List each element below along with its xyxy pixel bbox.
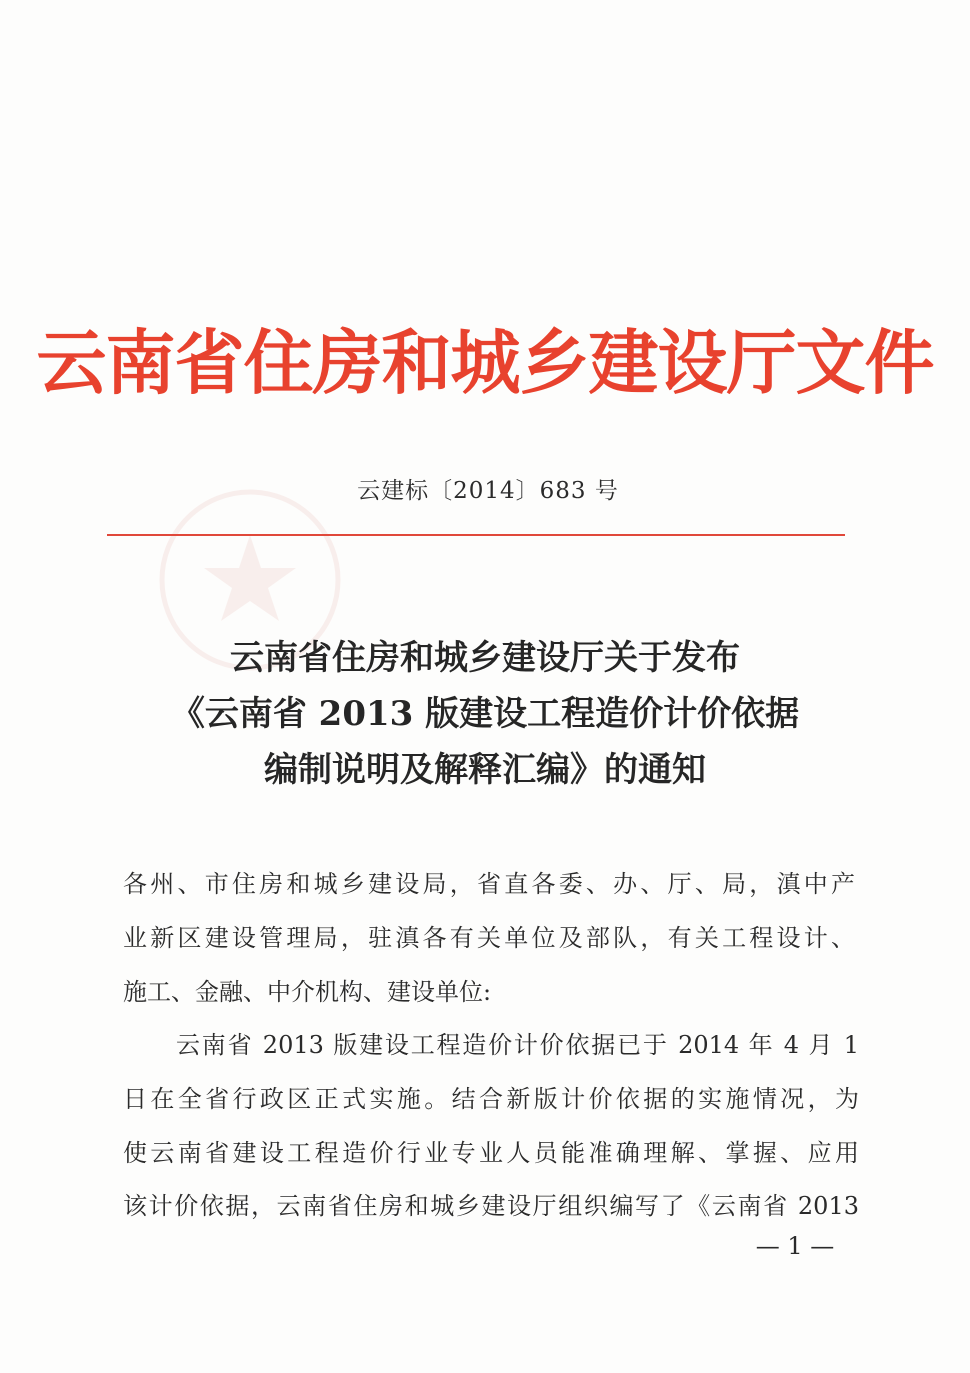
notice-title-line-3: 编制说明及解释汇编》的通知 xyxy=(264,750,706,790)
paragraph-line-2: 日在全省行政区正式实施。结合新版计价依据的实施情况，为 xyxy=(123,1085,859,1113)
notice-title-line-1: 云南省住房和城乡建设厅关于发布 xyxy=(230,638,740,678)
issuing-authority-header: 云南省住房和城乡建设厅文件 xyxy=(36,322,934,404)
paragraph-line-3: 使云南省建设工程造价行业专业人员能准确理解、掌握、应用 xyxy=(123,1139,859,1167)
red-separator-rule xyxy=(107,534,845,536)
addressee-line-2: 业新区建设管理局，驻滇各有关单位及部队，有关工程设计、 xyxy=(123,924,855,952)
paragraph-line-4: 该计价依据，云南省住房和城乡建设厅组织编写了《云南省 2013 xyxy=(123,1192,859,1220)
addressee-line-1: 各州、市住房和城乡建设局，省直各委、办、厅、局，滇中产 xyxy=(123,870,855,898)
notice-title-line-2: 《云南省 2013 版建设工程造价计价依据 xyxy=(170,694,800,734)
page-number: — 1 — xyxy=(755,1232,835,1260)
document-number: 云建标〔2014〕683 号 xyxy=(357,478,619,504)
paragraph-line-1: 云南省 2013 版建设工程造价计价依据已于 2014 年 4 月 1 xyxy=(176,1031,859,1059)
addressee-line-3: 施工、金融、中介机构、建设单位: xyxy=(123,978,492,1006)
